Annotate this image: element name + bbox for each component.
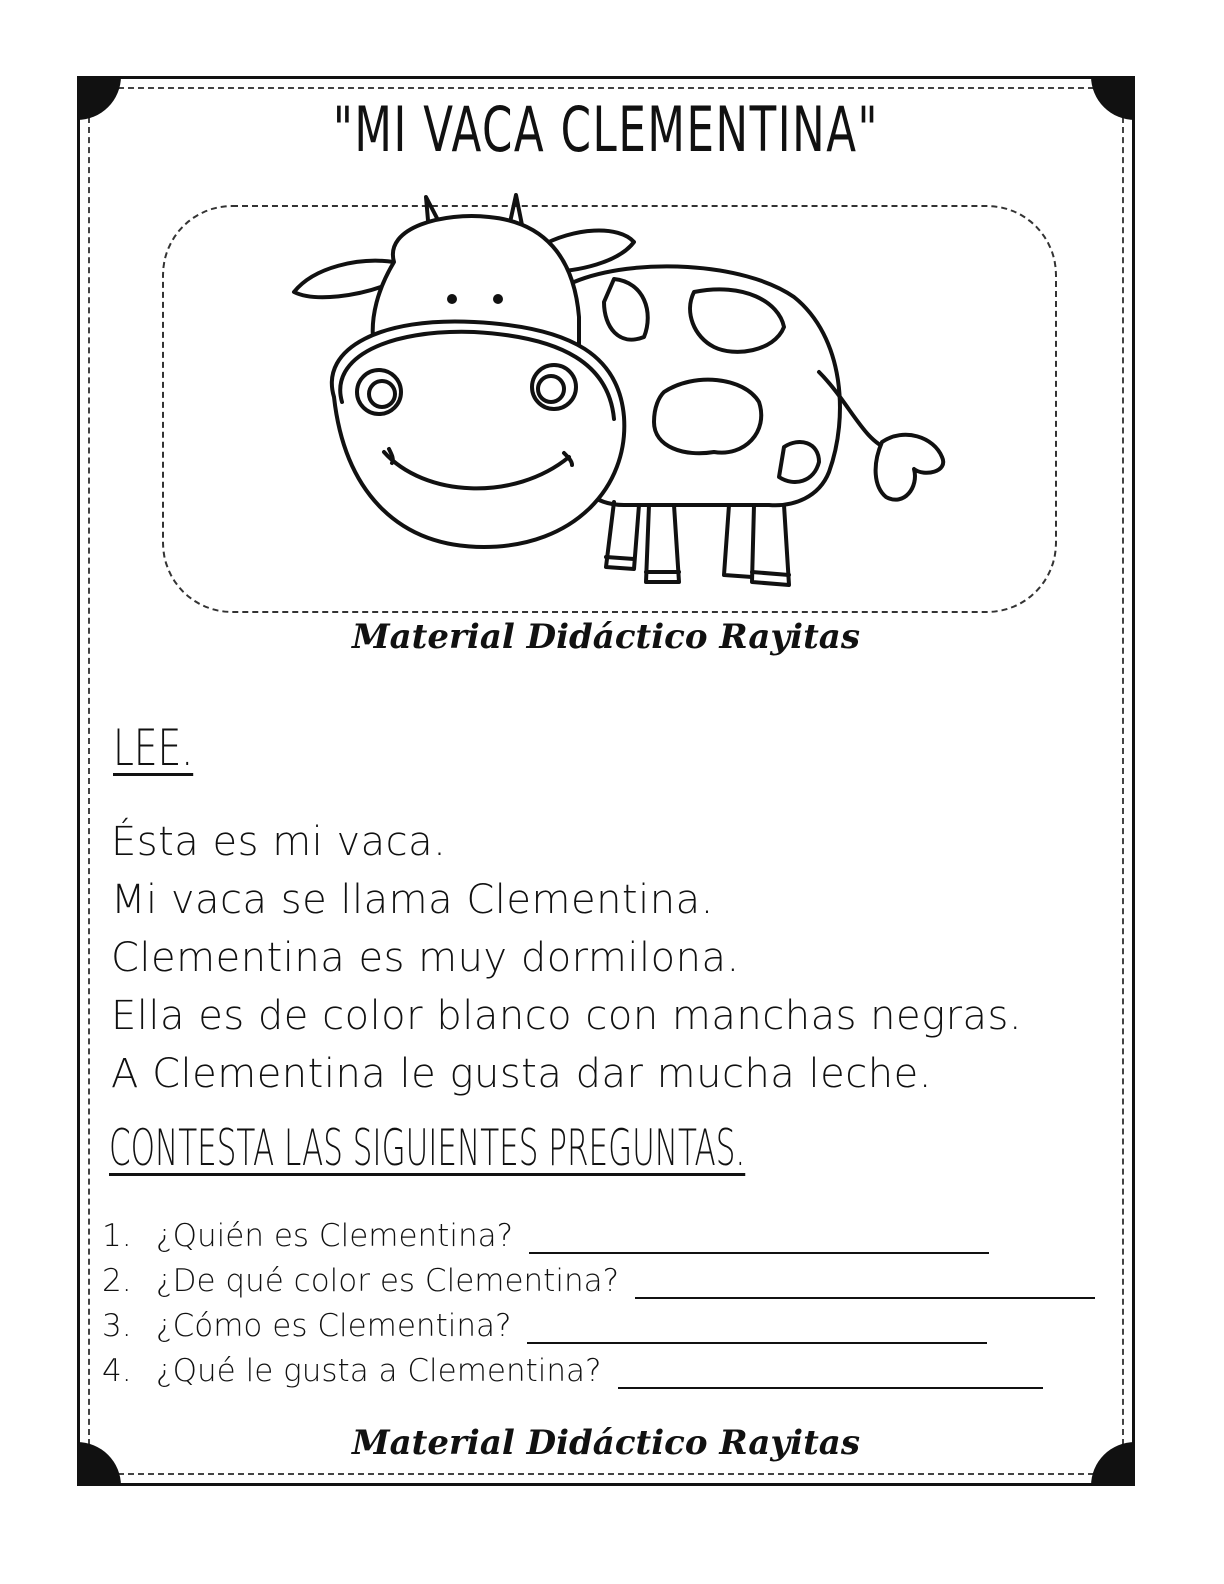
reading-line: Mi vaca se llama Clementina. <box>111 877 714 923</box>
worksheet-frame <box>77 76 1135 1486</box>
reading-line: Ella es de color blanco con manchas negras. <box>111 993 1023 1039</box>
question-number: 1. <box>102 1218 132 1254</box>
answer-line[interactable] <box>635 1267 1095 1299</box>
question-number: 3. <box>102 1308 132 1344</box>
question-list <box>102 1209 1095 1389</box>
question-text: ¿De qué color es Clementina? <box>156 1263 620 1299</box>
question-item <box>102 1254 1095 1299</box>
answer-line[interactable] <box>618 1357 1043 1389</box>
reading-line: A Clementina le gusta dar mucha leche. <box>111 1051 932 1097</box>
question-item <box>102 1209 1095 1254</box>
questions-heading: CONTESTA LAS SIGUIENTES PREGUNTAS. <box>109 1119 746 1177</box>
answer-line[interactable] <box>527 1312 987 1344</box>
question-item <box>102 1299 1095 1344</box>
reading-passage <box>111 813 1022 1103</box>
reading-line: Clementina es muy dormilona. <box>111 935 740 981</box>
corner-top-right <box>1089 76 1135 122</box>
answer-line[interactable] <box>529 1222 989 1254</box>
question-number: 2. <box>102 1263 132 1299</box>
brand-watermark-bottom: Material Didáctico Rayitas <box>352 1423 860 1463</box>
question-number: 4. <box>102 1353 132 1389</box>
corner-top-left <box>77 76 123 122</box>
read-heading: LEE. <box>113 719 194 777</box>
question-text: ¿Quién es Clementina? <box>156 1218 514 1254</box>
question-text: ¿Cómo es Clementina? <box>156 1308 512 1344</box>
illustration-box <box>162 205 1057 613</box>
worksheet-title: "MI VACA CLEMENTINA" <box>332 93 880 166</box>
question-item <box>102 1344 1095 1389</box>
cow-illustration <box>274 187 994 627</box>
brand-watermark-top: Material Didáctico Rayitas <box>352 617 860 657</box>
reading-line: Ésta es mi vaca. <box>111 819 447 865</box>
question-text: ¿Qué le gusta a Clementina? <box>156 1353 602 1389</box>
